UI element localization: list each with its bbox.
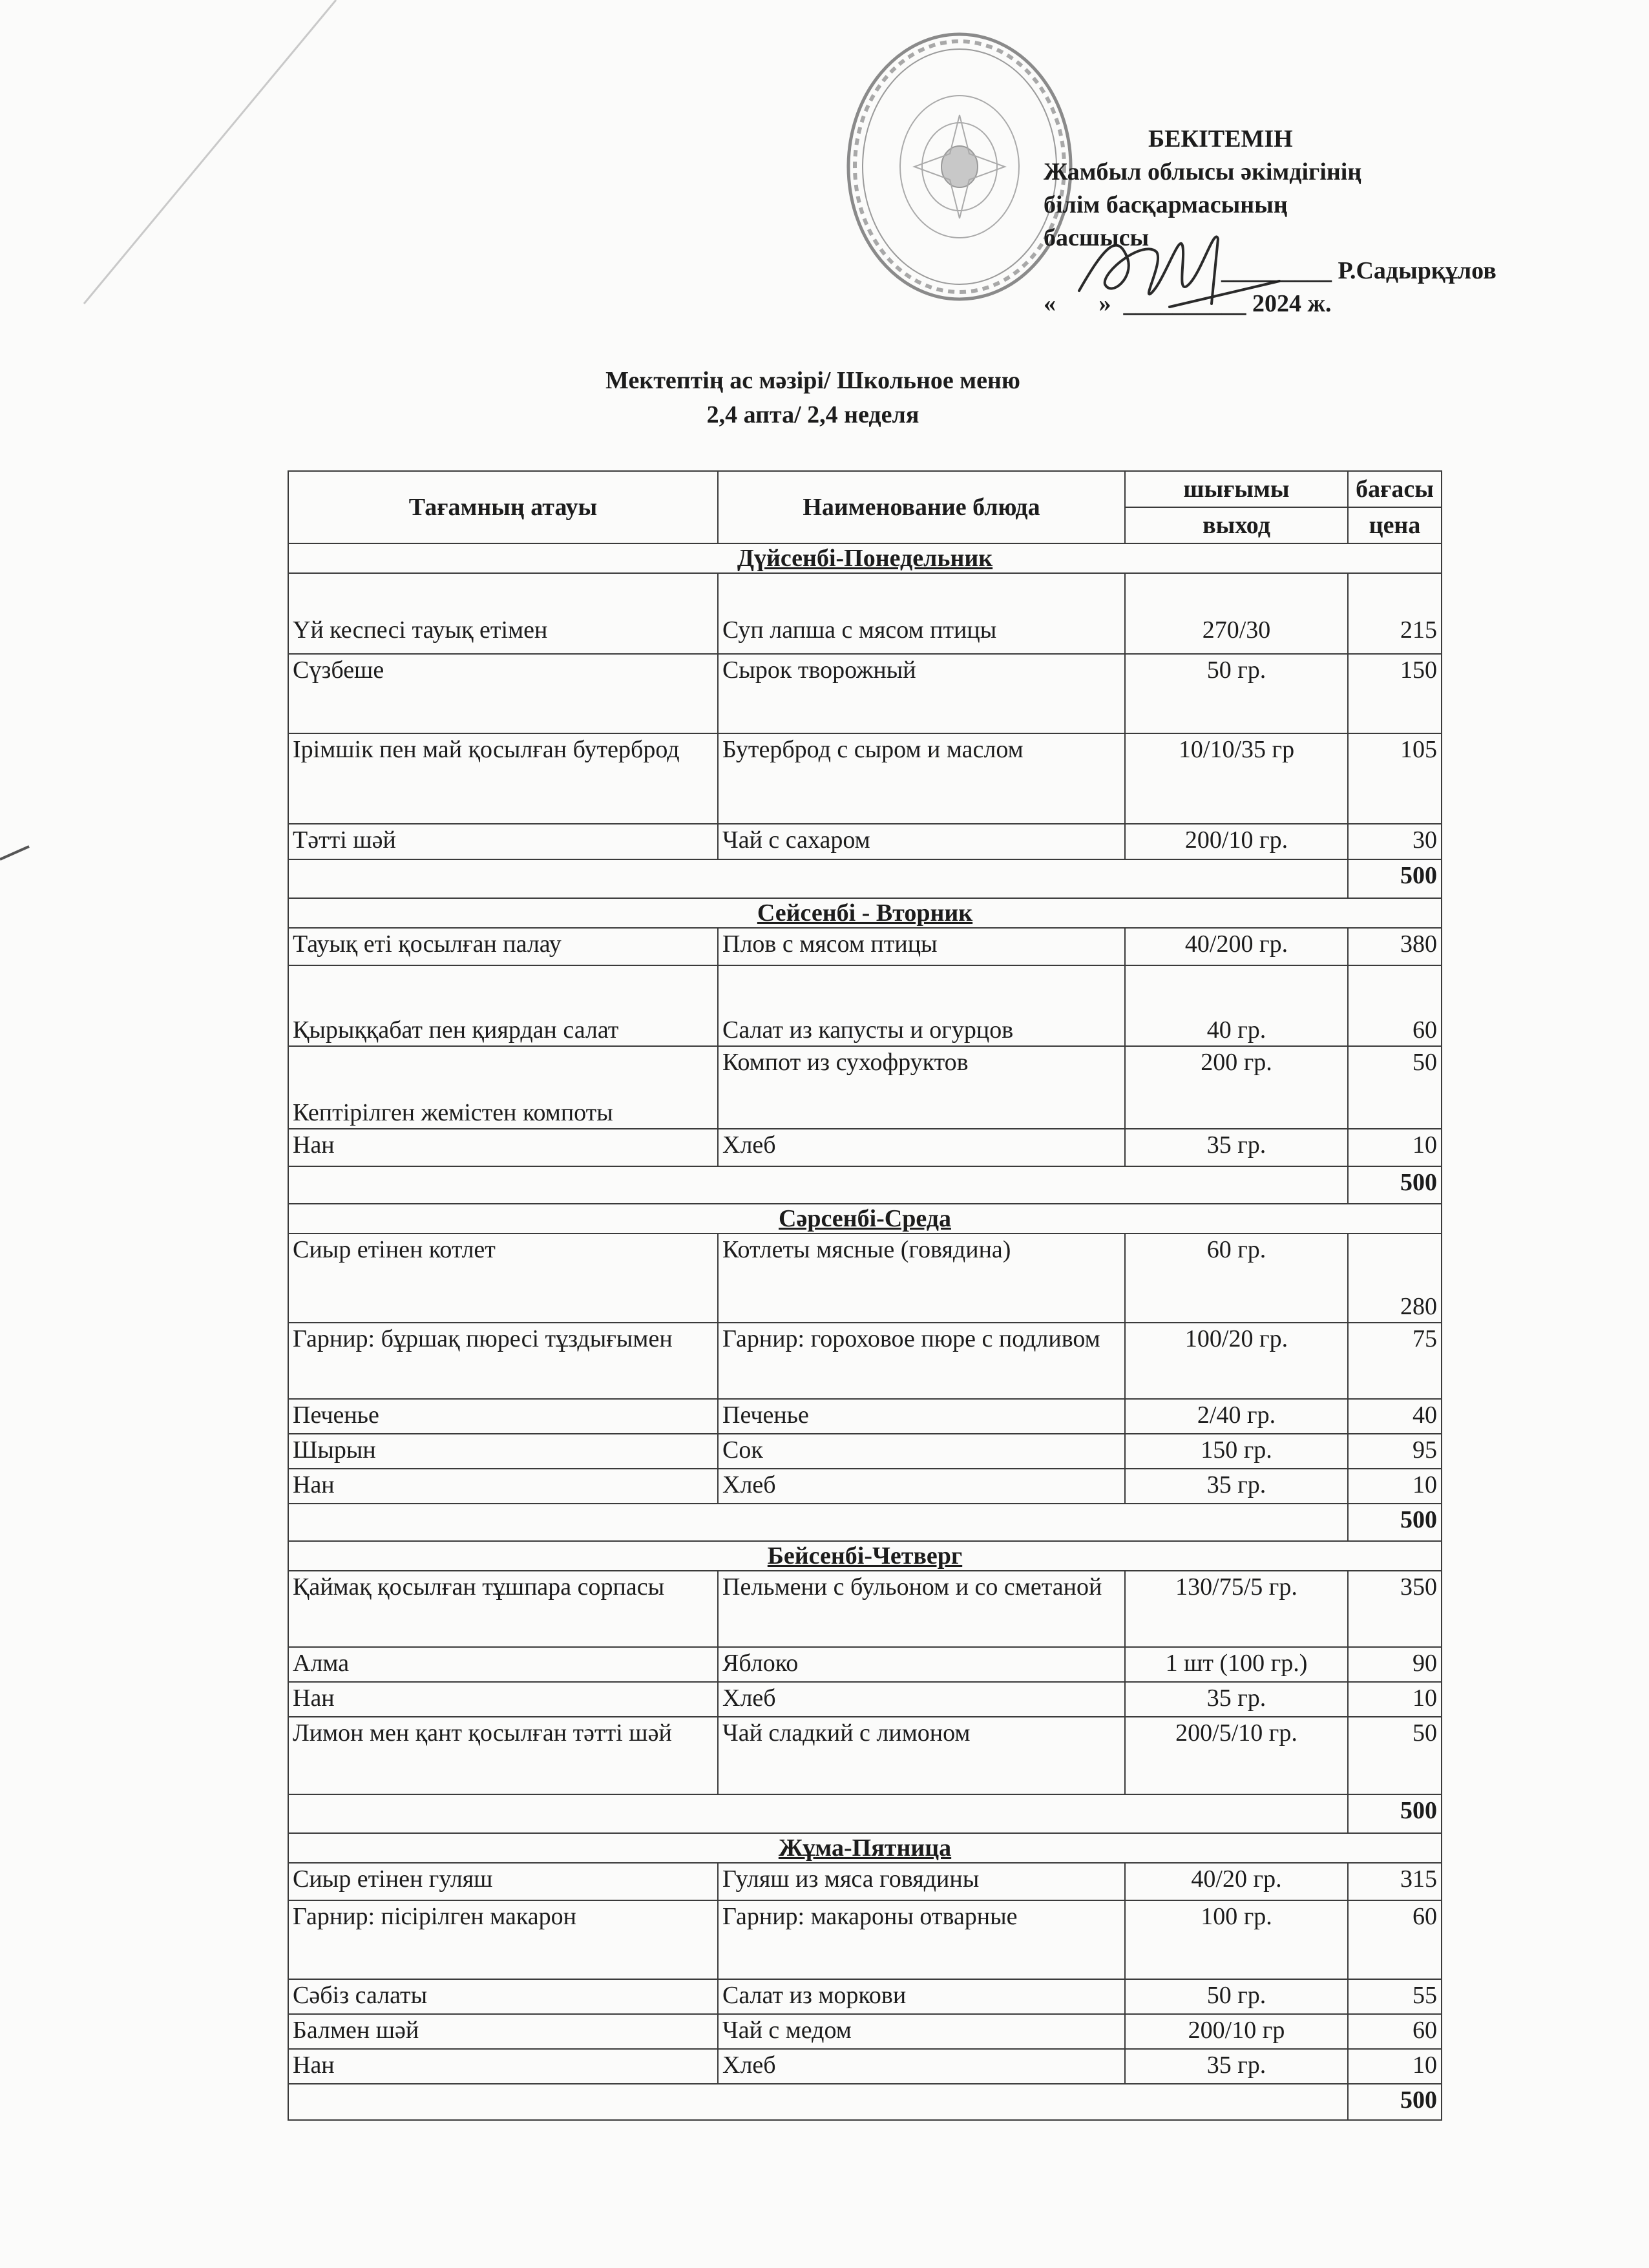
dish-kz: Қаймақ қосылған тұшпара сорпасы — [288, 1571, 718, 1647]
dish-price: 40 — [1348, 1399, 1442, 1434]
dish-output: 35 гр. — [1125, 2049, 1348, 2084]
dish-kz: Алма — [288, 1647, 718, 1682]
total-spacer — [288, 859, 1348, 898]
dish-price: 10 — [1348, 2049, 1442, 2084]
total-spacer — [288, 1504, 1348, 1541]
total-spacer — [288, 1794, 1348, 1833]
dish-price: 55 — [1348, 1979, 1442, 2014]
dish-kz: Сиыр етінен гуляш — [288, 1863, 718, 1900]
dish-output: 130/75/5 гр. — [1125, 1571, 1348, 1647]
dish-ru: Пельмени с бульоном и со сметаной — [718, 1571, 1125, 1647]
header-dish-kz: Тағамның атауы — [288, 471, 718, 543]
dish-price: 350 — [1348, 1571, 1442, 1647]
dish-output: 200/5/10 гр. — [1125, 1717, 1348, 1794]
dish-output: 200/10 гр. — [1125, 824, 1348, 859]
day-name: Бейсенбі-Четверг — [288, 1541, 1442, 1571]
dish-kz: Кептірілген жемістен компоты — [288, 1046, 718, 1129]
dish-kz: Нан — [288, 1682, 718, 1717]
day-total: 500 — [1348, 1166, 1442, 1204]
dish-price: 10 — [1348, 1469, 1442, 1504]
dish-output: 50 гр. — [1125, 654, 1348, 733]
dish-ru: Хлеб — [718, 2049, 1125, 2084]
dish-price: 150 — [1348, 654, 1442, 733]
dish-price: 95 — [1348, 1434, 1442, 1469]
dish-price: 50 — [1348, 1717, 1442, 1794]
dish-ru: Чай сладкий с лимоном — [718, 1717, 1125, 1794]
dish-price: 50 — [1348, 1046, 1442, 1129]
dish-ru: Гуляш из мяса говядины — [718, 1863, 1125, 1900]
dish-kz: Қырыққабат пен қиярдан салат — [288, 965, 718, 1046]
dish-ru: Чай с сахаром — [718, 824, 1125, 859]
dish-output: 100/20 гр. — [1125, 1323, 1348, 1399]
dish-output: 50 гр. — [1125, 1979, 1348, 2014]
dish-output: 40/200 гр. — [1125, 928, 1348, 965]
dish-ru: Салат из моркови — [718, 1979, 1125, 2014]
total-spacer — [288, 1166, 1348, 1204]
dish-kz: Нан — [288, 1469, 718, 1504]
dish-output: 35 гр. — [1125, 1129, 1348, 1166]
header-price-ru: цена — [1348, 507, 1442, 543]
dish-kz: Печенье — [288, 1399, 718, 1434]
dish-kz: Сүзбеше — [288, 654, 718, 733]
dish-price: 60 — [1348, 2014, 1442, 2049]
dish-ru: Котлеты мясные (говядина) — [718, 1234, 1125, 1323]
dish-price: 215 — [1348, 573, 1442, 654]
dish-ru: Салат из капусты и огурцов — [718, 965, 1125, 1046]
approval-line-1: Жамбыл облысы әкімдігінің — [1044, 158, 1362, 185]
dish-output: 40/20 гр. — [1125, 1863, 1348, 1900]
dish-price: 75 — [1348, 1323, 1442, 1399]
dish-ru: Чай с медом — [718, 2014, 1125, 2049]
dish-kz: Лимон мен қант қосылған тәтті шәй — [288, 1717, 718, 1794]
dish-ru: Яблоко — [718, 1647, 1125, 1682]
menu-table — [288, 470, 1442, 2121]
day-total: 500 — [1348, 2084, 1442, 2120]
day-name: Жұма-Пятница — [288, 1833, 1442, 1863]
dish-kz: Балмен шәй — [288, 2014, 718, 2049]
dish-kz: Гарнир: пісірілген макарон — [288, 1900, 718, 1979]
dish-ru: Компот из сухофруктов — [718, 1046, 1125, 1129]
dish-kz: Тәтті шәй — [288, 824, 718, 859]
dish-ru: Хлеб — [718, 1682, 1125, 1717]
day-section-monday — [288, 543, 1442, 898]
day-section-thursday — [288, 1541, 1442, 1833]
dish-kz: Тауық еті қосылған палау — [288, 928, 718, 965]
dish-kz: Сәбіз салаты — [288, 1979, 718, 2014]
dish-ru: Сок — [718, 1434, 1125, 1469]
dish-ru: Бутерброд с сыром и маслом — [718, 733, 1125, 824]
dish-output: 2/40 гр. — [1125, 1399, 1348, 1434]
dish-output: 200 гр. — [1125, 1046, 1348, 1129]
approval-line-3: басшысы — [1044, 224, 1150, 251]
dish-kz: Үй кеспесі тауық етімен — [288, 573, 718, 654]
dish-output: 35 гр. — [1125, 1682, 1348, 1717]
dish-ru: Гарнир: гороховое пюре с подливом — [718, 1323, 1125, 1399]
dish-output: 40 гр. — [1125, 965, 1348, 1046]
page-title: Мектептің ас мәзірі/ Школьное меню — [605, 367, 1020, 394]
dish-output: 1 шт (100 гр.) — [1125, 1647, 1348, 1682]
approval-date-line: « » __________ 2024 ж. — [1044, 290, 1332, 317]
official-seal — [843, 31, 1076, 302]
dish-price: 60 — [1348, 1900, 1442, 1979]
dish-output: 35 гр. — [1125, 1469, 1348, 1504]
dish-kz: Шырын — [288, 1434, 718, 1469]
day-total: 500 — [1348, 1794, 1442, 1833]
day-total: 500 — [1348, 1504, 1442, 1541]
dish-price: 90 — [1348, 1647, 1442, 1682]
header-output-kz: шығымы — [1125, 471, 1348, 507]
day-section-wednesday — [288, 1204, 1442, 1541]
dish-ru: Сырок творожный — [718, 654, 1125, 733]
header-dish-ru: Наименование блюда — [718, 471, 1125, 543]
dish-price: 10 — [1348, 1129, 1442, 1166]
approval-signature-line: _________ Р.Садырқұлов — [1221, 257, 1497, 284]
day-total: 500 — [1348, 859, 1442, 898]
dish-kz: Нан — [288, 2049, 718, 2084]
dish-price: 30 — [1348, 824, 1442, 859]
dish-kz: Ірімшік пен май қосылған бутерброд — [288, 733, 718, 824]
dish-price: 380 — [1348, 928, 1442, 965]
page-subtitle: 2,4 апта/ 2,4 неделя — [706, 401, 919, 428]
dish-ru: Хлеб — [718, 1129, 1125, 1166]
day-section-friday — [288, 1833, 1442, 2120]
dish-price: 105 — [1348, 733, 1442, 824]
dish-output: 100 гр. — [1125, 1900, 1348, 1979]
dish-ru: Плов с мясом птицы — [718, 928, 1125, 965]
dish-kz: Сиыр етінен котлет — [288, 1234, 718, 1323]
dish-price: 280 — [1348, 1234, 1442, 1323]
dish-output: 200/10 гр — [1125, 2014, 1348, 2049]
dish-output: 150 гр. — [1125, 1434, 1348, 1469]
dish-output: 270/30 — [1125, 573, 1348, 654]
day-name: Сәрсенбі-Среда — [288, 1204, 1442, 1234]
day-section-tuesday — [288, 898, 1442, 1204]
dish-ru: Гарнир: макароны отварные — [718, 1900, 1125, 1979]
dish-kz: Гарнир: бұршақ пюресі тұздығымен — [288, 1323, 718, 1399]
dish-ru: Хлеб — [718, 1469, 1125, 1504]
dish-price: 60 — [1348, 965, 1442, 1046]
dish-kz: Нан — [288, 1129, 718, 1166]
header-output-ru: выход — [1125, 507, 1348, 543]
dish-price: 10 — [1348, 1682, 1442, 1717]
dish-output: 60 гр. — [1125, 1234, 1348, 1323]
approval-title: БЕКІТЕМІН — [1148, 125, 1293, 152]
total-spacer — [288, 2084, 1348, 2120]
day-name: Сейсенбі - Вторник — [288, 898, 1442, 928]
day-name: Дүйсенбі-Понедельник — [288, 543, 1442, 573]
dish-ru: Суп лапша с мясом птицы — [718, 573, 1125, 654]
dish-price: 315 — [1348, 1863, 1442, 1900]
dish-ru: Печенье — [718, 1399, 1125, 1434]
dish-output: 10/10/35 гр — [1125, 733, 1348, 824]
header-price-kz: бағасы — [1348, 471, 1442, 507]
approval-block — [1044, 123, 1497, 320]
approval-line-2: білім басқармасының — [1044, 191, 1288, 218]
